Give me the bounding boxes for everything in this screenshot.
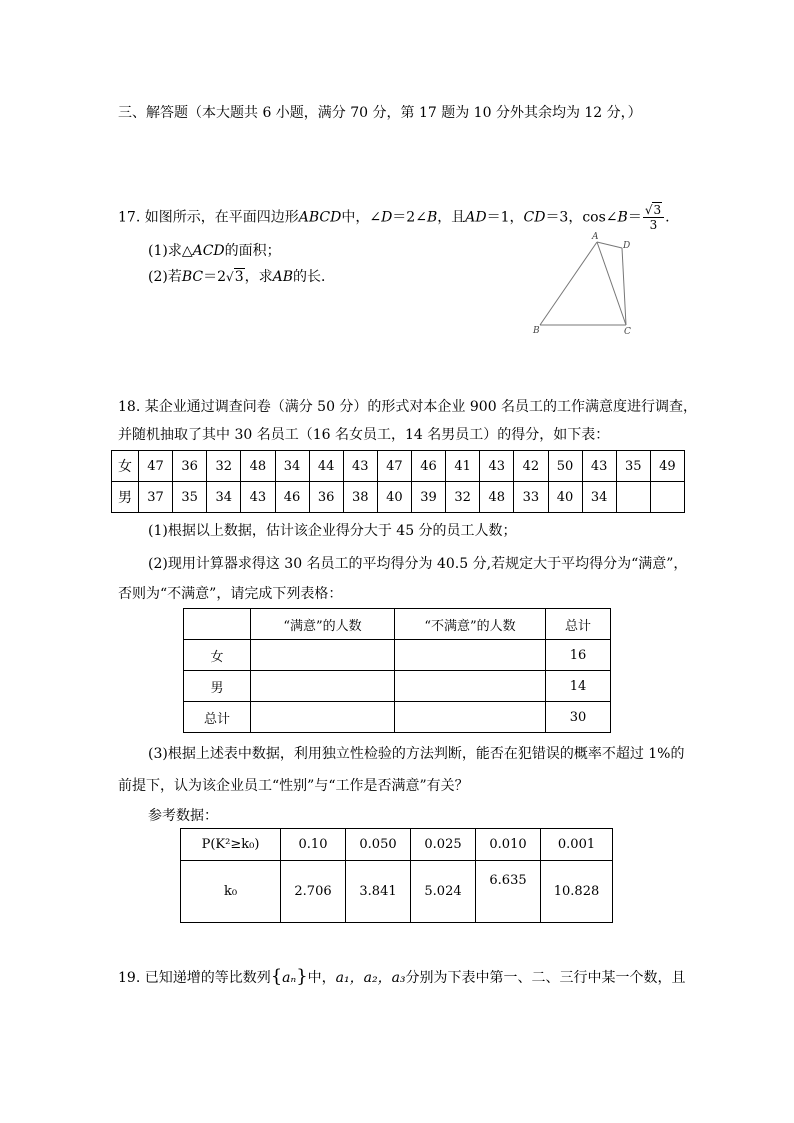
- score-cell: 42: [514, 451, 548, 482]
- section-header: 三、解答题（本大题共 6 小题，满分 70 分，第 17 题为 10 分外其余均为 12 分，）: [118, 105, 642, 121]
- q17-text: ＝2∠: [392, 209, 427, 226]
- ref-k-value: 6.635: [476, 861, 541, 923]
- q17-text: ＝: [627, 209, 642, 226]
- score-cell: 35: [616, 451, 650, 482]
- ref-k-value: 10.828: [541, 861, 613, 923]
- scores-table: [111, 450, 685, 513]
- q17-var: B: [426, 209, 438, 226]
- score-cell: 46: [275, 482, 309, 513]
- score-cell: 43: [480, 451, 514, 482]
- q19-text: 分别为下表中第一、二、三行中某一个数，且: [405, 970, 686, 986]
- label-a: A: [592, 232, 599, 242]
- q17-var: CD: [523, 209, 546, 226]
- score-cell: 49: [650, 451, 684, 482]
- score-cell: 37: [139, 482, 173, 513]
- q17-text: (1)求△: [148, 243, 193, 259]
- scores-row-label: 女: [112, 451, 139, 482]
- q18-part2-line1: (2)现用计算器求得这 30 名员工的平均得分为 40.5 分,若规定大于平均得分为“满意”，: [148, 556, 688, 572]
- score-cell: 46: [412, 451, 446, 482]
- cos-fraction: $\frac{√3}{3}$: [643, 203, 664, 232]
- q17-quad: ABCD: [298, 209, 342, 226]
- q18-ref-label: 参考数据：: [148, 808, 218, 824]
- label-d: D: [623, 241, 631, 251]
- scores-row: [112, 451, 685, 482]
- q19-text: 中，: [307, 970, 336, 986]
- score-cell: 48: [480, 482, 514, 513]
- row-label: 女: [184, 640, 251, 671]
- q17-text: .: [665, 209, 670, 226]
- scores-row: [112, 482, 685, 513]
- q17-text: ＝1，: [486, 209, 524, 226]
- contingency-header-row: [184, 609, 611, 640]
- q17-var: BC: [181, 269, 204, 285]
- q17-var: ACD: [192, 243, 225, 259]
- q18-line2: 并随机抽取了其中 30 名员工（16 名女员工，14 名男员工）的得分，如下表：: [118, 427, 610, 443]
- ref-k-value: 2.706: [281, 861, 346, 923]
- score-cell: 43: [582, 451, 616, 482]
- label-c: C: [624, 327, 631, 337]
- score-cell: 40: [548, 482, 582, 513]
- reference-prob-row: [181, 829, 613, 861]
- q19-terms: a₁，a₂，a₃: [335, 970, 406, 986]
- empty-cell: [395, 702, 546, 733]
- label-b: B: [533, 326, 540, 336]
- diagonal-ac: [597, 242, 626, 325]
- ref-prob: 0.050: [346, 829, 411, 861]
- ref-header-label: P(K²≥k₀): [181, 829, 281, 861]
- score-cell: [616, 482, 650, 513]
- scores-row-label: 男: [112, 482, 139, 513]
- q17-statement: [118, 203, 670, 232]
- contingency-row: [184, 702, 611, 733]
- score-cell: 43: [241, 482, 275, 513]
- q17-var: B: [617, 209, 628, 226]
- contingency-row: [184, 640, 611, 671]
- empty-cell: [395, 671, 546, 702]
- empty-cell: [251, 640, 395, 671]
- contingency-header: “不满意”的人数: [395, 609, 546, 640]
- score-cell: 34: [582, 482, 616, 513]
- q18-part3-line1: (3)根据上述表中数据，利用独立性检验的方法判断，能否在犯错误的概率不超过 1%的: [148, 746, 685, 762]
- score-cell: 50: [548, 451, 582, 482]
- contingency-table: [183, 608, 611, 733]
- edge-ad: [597, 242, 622, 248]
- edge-ab: [540, 242, 597, 325]
- score-cell: 38: [343, 482, 377, 513]
- q17-var: AB: [272, 269, 294, 285]
- reference-table: [180, 828, 613, 923]
- row-total: 30: [546, 702, 611, 733]
- score-cell: 47: [139, 451, 173, 482]
- contingency-row: [184, 671, 611, 702]
- empty-cell: [395, 640, 546, 671]
- contingency-header: [184, 609, 251, 640]
- score-cell: 43: [343, 451, 377, 482]
- ref-k-value: 5.024: [411, 861, 476, 923]
- reference-k-row: [181, 861, 613, 923]
- q19-statement: 19. 已知递增的等比数列{aₙ}中，a₁，a₂，a₃分别为下表中第一、二、三行中某一个数，且: [118, 966, 686, 987]
- empty-cell: [251, 702, 395, 733]
- q17-part2: (2)若BC＝2√3，求AB的长．: [148, 269, 336, 285]
- q18-part3-line2: 前提下，认为该企业员工“性别”与“工作是否满意”有关？: [118, 778, 469, 794]
- q17-text: ＝3，cos∠: [545, 209, 618, 226]
- q18-line1: 18. 某企业通过调查问卷（满分 50 分）的形式对本企业 900 名员工的工作满意度进行调查，: [118, 399, 698, 415]
- score-cell: 44: [309, 451, 343, 482]
- q17-text: ，求: [244, 269, 273, 285]
- empty-cell: [251, 671, 395, 702]
- ref-k-label: k₀: [181, 861, 281, 923]
- score-cell: 39: [412, 482, 446, 513]
- score-cell: 32: [446, 482, 480, 513]
- frac-numerator: 3: [653, 203, 662, 217]
- q17-text: 的面积；: [224, 243, 281, 259]
- ref-prob: 0.025: [411, 829, 476, 861]
- q17-prefix: 17. 如图所示，在平面四边形: [118, 209, 299, 226]
- score-cell: [650, 482, 684, 513]
- contingency-header: 总计: [546, 609, 611, 640]
- score-cell: 36: [173, 451, 207, 482]
- ref-k-value: 3.841: [346, 861, 411, 923]
- score-cell: 36: [309, 482, 343, 513]
- contingency-header: “满意”的人数: [251, 609, 395, 640]
- q19-sequence: aₙ: [282, 970, 297, 986]
- sqrt-value: 3: [234, 269, 244, 285]
- ref-prob: 0.001: [541, 829, 613, 861]
- score-cell: 40: [377, 482, 411, 513]
- score-cell: 47: [377, 451, 411, 482]
- ref-prob: 0.010: [476, 829, 541, 861]
- q19-text: 19. 已知递增的等比数列: [118, 970, 271, 986]
- score-cell: 34: [207, 482, 241, 513]
- q17-text: ，且: [437, 209, 466, 226]
- score-cell: 34: [275, 451, 309, 482]
- q17-text: 中，∠: [341, 209, 382, 226]
- score-cell: 35: [173, 482, 207, 513]
- score-cell: 48: [241, 451, 275, 482]
- q17-text: (2)若: [148, 269, 182, 285]
- q17-part1: [148, 240, 281, 260]
- score-cell: 41: [446, 451, 480, 482]
- q17-text: 的长．: [293, 269, 336, 285]
- row-total: 16: [546, 640, 611, 671]
- ref-prob: 0.10: [281, 829, 346, 861]
- score-cell: 32: [207, 451, 241, 482]
- row-total: 14: [546, 671, 611, 702]
- q18-part1: (1)根据以上数据，估计该企业得分大于 45 分的员工人数；: [148, 523, 517, 539]
- q17-text: ＝2: [203, 269, 227, 285]
- q17-var: AD: [465, 209, 487, 226]
- q18-part2-line2: 否则为“不满意”，请完成下列表格：: [118, 586, 343, 602]
- frac-denominator: 3: [649, 218, 658, 232]
- score-cell: 33: [514, 482, 548, 513]
- edge-dc: [622, 248, 626, 325]
- row-label: 总计: [184, 702, 251, 733]
- quadrilateral-figure: [528, 230, 644, 338]
- row-label: 男: [184, 671, 251, 702]
- q17-var: D: [381, 209, 393, 226]
